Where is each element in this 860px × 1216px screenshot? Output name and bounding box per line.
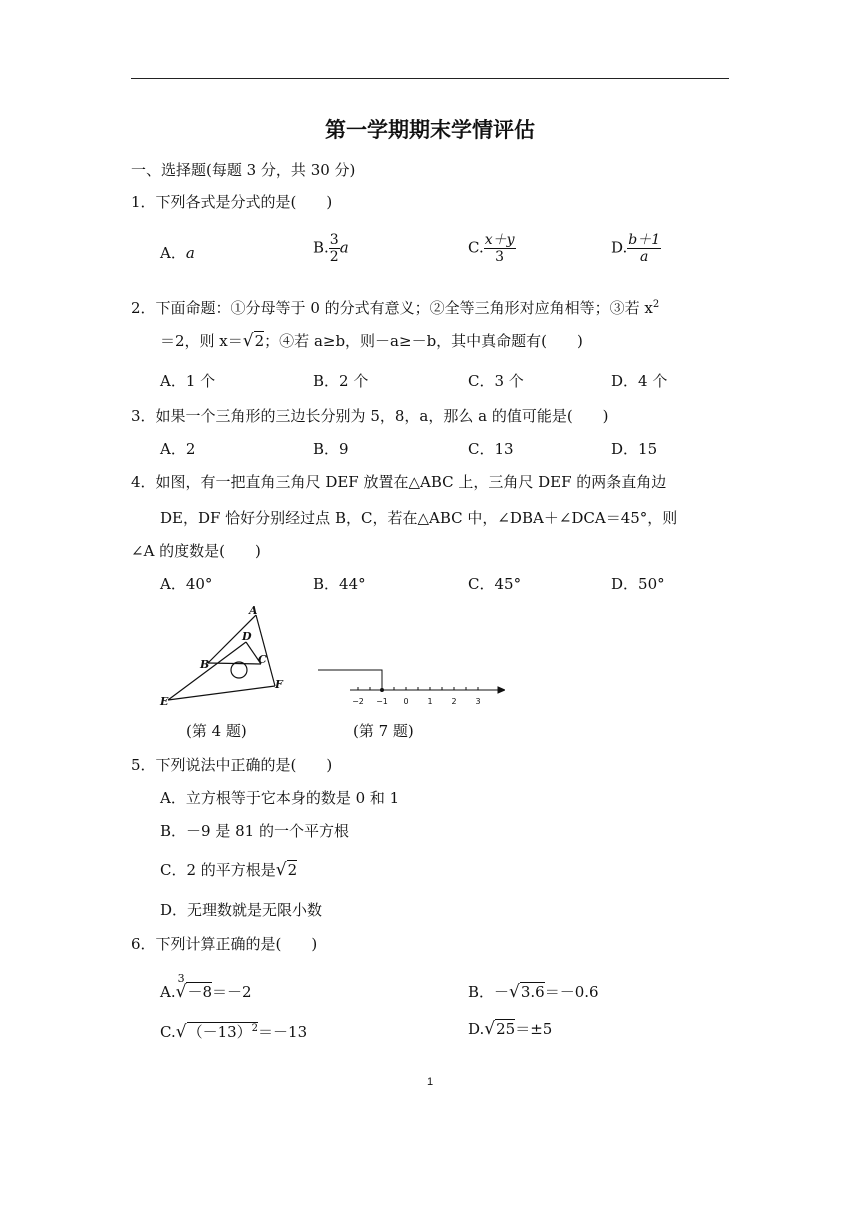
tick-label: −1	[376, 697, 388, 706]
q4-option-c: C．45°	[468, 575, 522, 593]
q5-option-c: C．2 的平方根是√2	[160, 860, 298, 880]
q4-option-a: A．40°	[160, 575, 213, 593]
q4-option-d: D．50°	[611, 575, 665, 593]
q5-option-a: A．立方根等于它本身的数是 0 和 1	[160, 789, 400, 807]
q3-option-a: A．2	[160, 440, 196, 458]
q6-option-b: B．－√3.6＝－0.6	[468, 982, 599, 1002]
figure7-caption: (第 7 题)	[353, 722, 414, 740]
q2-option-d: D．4 个	[611, 372, 668, 390]
q2-option-a: A．1 个	[160, 372, 216, 390]
figure4-caption: (第 4 题)	[186, 722, 247, 740]
point-marker	[380, 688, 384, 692]
number-line-figure	[315, 660, 505, 710]
q6-option-a: A. 3 √－8＝－2	[160, 972, 252, 1002]
q1-option-d: D. $\frac{b+1}{a}$	[611, 232, 661, 265]
q2-stem-line2: ＝2，则 x＝√2；④若 a≥b，则－a≥－b，其中真命题有( )	[160, 331, 583, 351]
page-number: 1	[426, 1076, 434, 1088]
tick-label: 3	[475, 697, 481, 706]
q4-stem-line2: DE，DF 恰好分别经过点 B，C，若在△ABC 中，∠DBA＋∠DCA＝45°，则	[160, 509, 678, 527]
segment-ac-f	[256, 615, 275, 686]
q5-option-b: B．－9 是 81 的一个平方根	[160, 822, 349, 840]
axis-arrow	[498, 687, 505, 693]
label-b: B	[200, 658, 210, 671]
q2-option-b: B．2 个	[313, 372, 369, 390]
page-title: 第一学期期末学情评估	[325, 118, 535, 142]
q4-stem-line3: ∠A 的度数是( )	[131, 542, 261, 560]
q5-option-d: D．无理数就是无限小数	[160, 901, 323, 919]
bracket-line	[318, 670, 382, 690]
q1-option-b: B. $\frac{3}{2}$ a	[313, 232, 349, 265]
q5-stem: 5．下列说法中正确的是( )	[131, 756, 333, 774]
q6-stem: 6．下列计算正确的是( )	[131, 935, 318, 953]
q3-option-c: C．13	[468, 440, 514, 458]
label-e: E	[160, 695, 169, 708]
section-heading: 一、选择题(每题 3 分，共 30 分)	[131, 161, 356, 179]
q2-stem-line1: 2．下面命题：①分母等于 0 的分式有意义；②全等三角形对应角相等；③若 $x^2$	[131, 299, 660, 317]
q1-option-c: C. $\frac{x+y}{3}$	[468, 232, 515, 265]
q4-option-b: B．44°	[313, 575, 366, 593]
q2-option-c: C．3 个	[468, 372, 524, 390]
label-d: D	[242, 630, 252, 643]
tick-label: −2	[352, 697, 364, 706]
triangle-hole	[231, 662, 247, 678]
triangle-figure	[150, 600, 300, 710]
q4-stem-line1: 4．如图，有一把直角三角尺 DEF 放置在△ABC 上，三角尺 DEF 的两条直角边	[131, 473, 667, 491]
q6-option-c: $C.√(-13)^2=-13$	[160, 1022, 308, 1042]
q6-option-d: D.√25＝±5	[468, 1019, 553, 1039]
tick-label: 0	[403, 697, 409, 706]
q1-option-a: A．a	[160, 244, 195, 262]
tick-label: 1	[427, 697, 433, 706]
label-c: C	[258, 653, 267, 666]
q1-stem: 1．下列各式是分式的是( )	[131, 193, 333, 211]
tick-label: 2	[451, 697, 457, 706]
q3-option-d: D．15	[611, 440, 658, 458]
q3-option-b: B．9	[313, 440, 349, 458]
label-f: F	[275, 678, 283, 691]
header-rule	[131, 78, 729, 79]
q3-stem: 3．如果一个三角形的三边长分别为 5，8，a，那么 a 的值可能是( )	[131, 407, 609, 425]
label-a: A	[249, 604, 258, 617]
